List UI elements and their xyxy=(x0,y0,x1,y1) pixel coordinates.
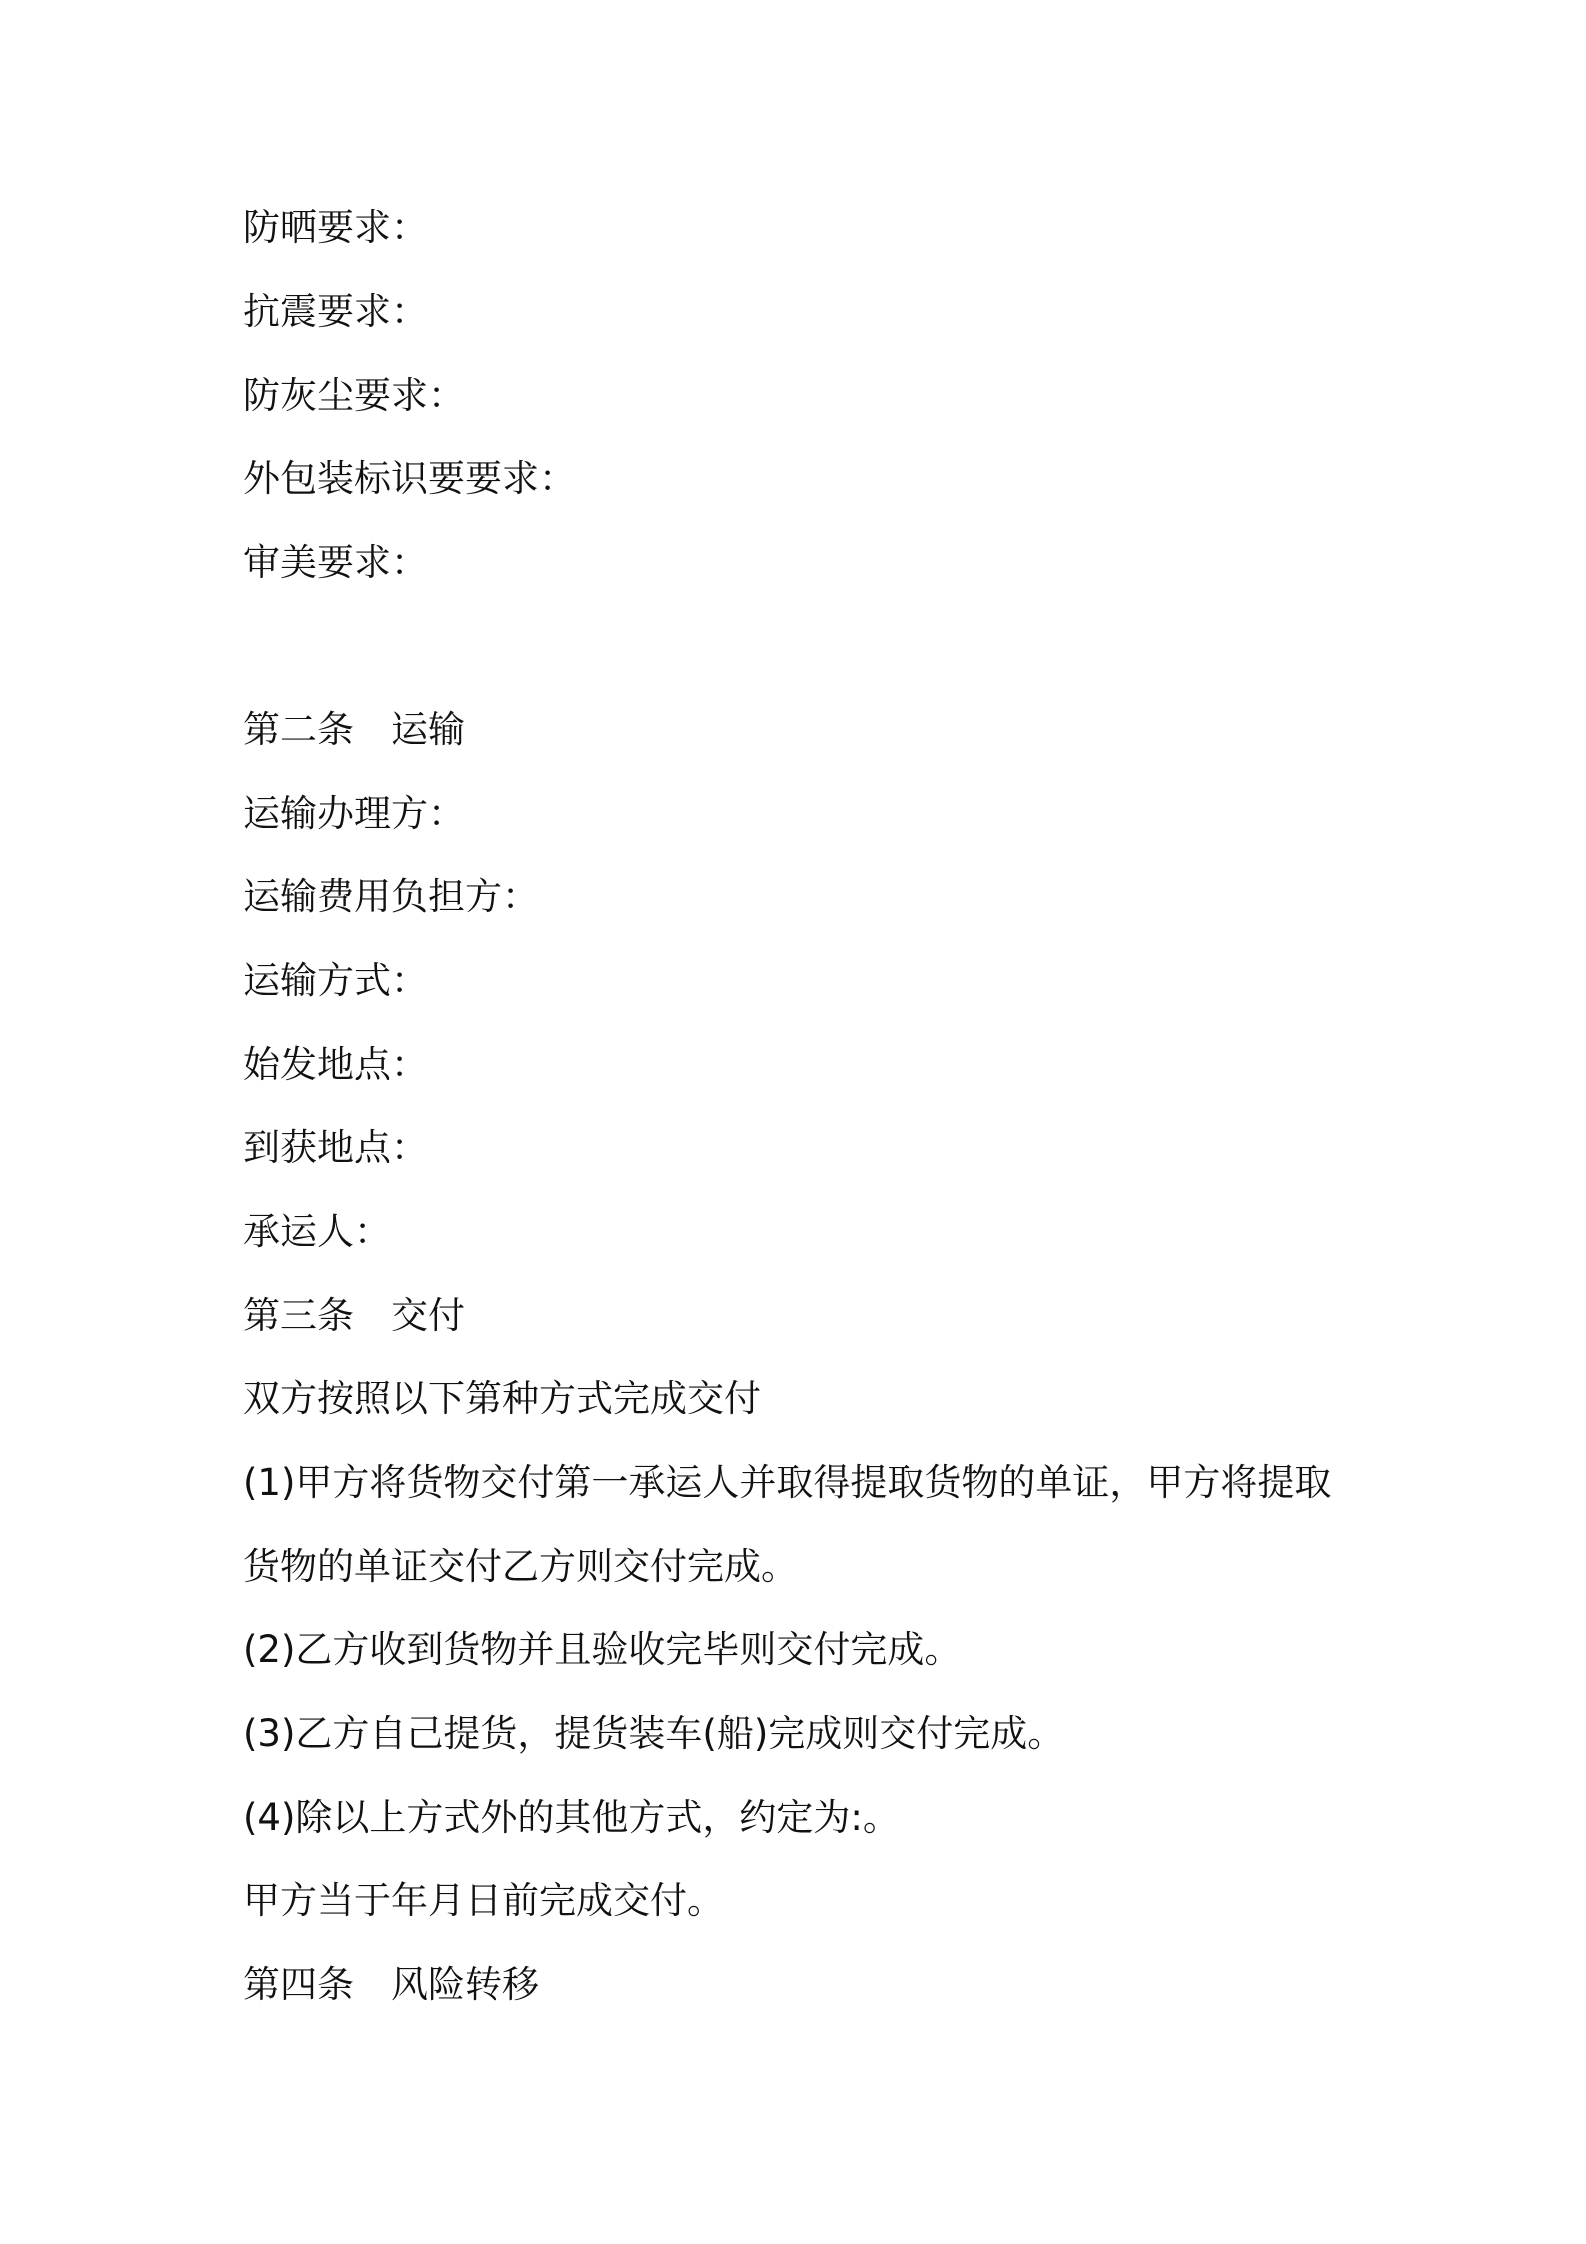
shockproof-requirement: 抗震要求： xyxy=(243,290,428,333)
transport-cost-bearer: 运输费用负担方： xyxy=(243,875,539,918)
dustproof-requirement: 防灰尘要求： xyxy=(243,374,465,417)
article-4-heading: 第四条 风险转移 xyxy=(243,1963,539,2006)
transport-method: 运输方式： xyxy=(243,959,428,1002)
carrier: 承运人： xyxy=(243,1210,391,1253)
departure-location: 始发地点： xyxy=(243,1043,428,1086)
sunproof-requirement: 防晒要求： xyxy=(243,206,428,249)
outer-package-label-requirement: 外包装标识要要求： xyxy=(243,457,576,500)
delivery-option-1: (1)甲方将货物交付第一承运人并取得提取货物的单证，甲方将提取 xyxy=(243,1461,1332,1504)
delivery-option-3: (3)乙方自己提货，提货装车(船)完成则交付完成。 xyxy=(243,1712,1065,1755)
article-3-heading: 第三条 交付 xyxy=(243,1294,465,1337)
arrival-location: 到获地点： xyxy=(243,1126,428,1169)
delivery-option-4: (4)除以上方式外的其他方式，约定为:。 xyxy=(243,1796,900,1839)
transport-handler: 运输办理方： xyxy=(243,792,465,835)
delivery-deadline: 甲方当于年月日前完成交付。 xyxy=(243,1879,724,1922)
delivery-option-2: (2)乙方收到货物并且验收完毕则交付完成。 xyxy=(243,1628,962,1671)
article-2-heading: 第二条 运输 xyxy=(243,708,465,751)
aesthetic-requirement: 审美要求： xyxy=(243,541,428,584)
delivery-option-1-continued: 货物的单证交付乙方则交付完成。 xyxy=(243,1545,798,1588)
delivery-intro: 双方按照以下第种方式完成交付 xyxy=(243,1377,761,1420)
